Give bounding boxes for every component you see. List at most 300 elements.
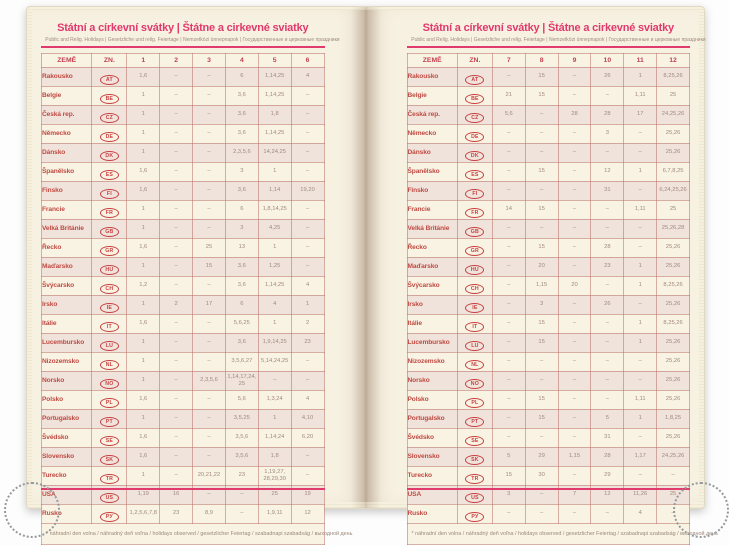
- country-code-badge: РУ: [100, 512, 119, 522]
- holiday-days-cell: –: [525, 124, 558, 143]
- holiday-days-cell: 1: [127, 466, 160, 485]
- country-name: Itálie: [407, 314, 457, 333]
- country-code-badge: HU: [465, 265, 484, 275]
- holiday-days-cell: 4: [291, 67, 324, 86]
- holiday-days-cell: –: [492, 143, 525, 162]
- country-code-badge: CZ: [465, 113, 484, 123]
- country-code-cell: [457, 86, 492, 105]
- holiday-days-cell: 5: [492, 447, 525, 466]
- country-name: Švédsko: [42, 428, 92, 447]
- holiday-days-cell: –: [558, 314, 591, 333]
- holiday-days-cell: 25,26: [657, 143, 690, 162]
- holiday-days-cell: 28: [558, 105, 591, 124]
- holiday-days-cell: –: [193, 105, 226, 124]
- page-title: Státní a církevní svátky | Štátne a cirkevné sviatky: [422, 22, 674, 34]
- holiday-days-cell: –: [525, 105, 558, 124]
- holiday-days-cell: –: [525, 371, 558, 390]
- holiday-days-cell: –: [591, 219, 624, 238]
- holiday-days-cell: –: [193, 428, 226, 447]
- holiday-days-cell: 5: [591, 409, 624, 428]
- country-name: Švýcarsko: [407, 276, 457, 295]
- holiday-days-cell: 23: [160, 504, 193, 523]
- country-code-badge: BE: [465, 94, 484, 104]
- country-code-badge: BE: [100, 94, 119, 104]
- country-code-cell: [92, 86, 127, 105]
- country-code-cell: [92, 143, 127, 162]
- holiday-days-cell: 11,26: [624, 485, 657, 504]
- page-right: [366, 10, 718, 537]
- holiday-days-cell: –: [193, 200, 226, 219]
- country-code-badge: PT: [100, 417, 119, 427]
- holiday-days-cell: 2: [291, 314, 324, 333]
- country-name: Itálie: [42, 314, 92, 333]
- country-code-badge: SK: [100, 455, 119, 465]
- holiday-days-cell: –: [492, 238, 525, 257]
- holiday-days-cell: 6: [225, 67, 258, 86]
- country-name: Německo: [42, 124, 92, 143]
- holiday-days-cell: –: [624, 238, 657, 257]
- holiday-days-cell: –: [492, 352, 525, 371]
- holiday-days-cell: 1,11: [624, 200, 657, 219]
- column-header-code: ZN.: [92, 53, 127, 67]
- country-name: Švédsko: [407, 428, 457, 447]
- holiday-days-cell: –: [193, 409, 226, 428]
- holiday-days-cell: 4: [624, 504, 657, 523]
- holiday-days-cell: 1: [624, 314, 657, 333]
- holiday-days-cell: –: [160, 124, 193, 143]
- country-code-badge: GR: [100, 246, 119, 256]
- country-code-badge: CH: [465, 284, 484, 294]
- country-code-cell: [92, 428, 127, 447]
- holiday-days-cell: –: [160, 257, 193, 276]
- holiday-days-cell: 29: [525, 447, 558, 466]
- country-code-cell: [92, 238, 127, 257]
- country-row: [42, 181, 325, 200]
- holiday-days-cell: –: [492, 162, 525, 181]
- holiday-days-cell: 3,6: [225, 124, 258, 143]
- holiday-days-cell: 1,11: [624, 390, 657, 409]
- holiday-days-cell: 19: [291, 485, 324, 504]
- holiday-days-cell: –: [558, 295, 591, 314]
- holiday-days-cell: –: [291, 352, 324, 371]
- country-code-cell: [457, 333, 492, 352]
- holiday-days-cell: –: [193, 143, 226, 162]
- country-code-badge: AT: [465, 75, 484, 85]
- country-code-badge: GB: [100, 227, 119, 237]
- holiday-days-cell: –: [193, 390, 226, 409]
- holiday-days-cell: 31: [591, 181, 624, 200]
- holiday-days-cell: 1: [624, 162, 657, 181]
- country-name: Nizozemsko: [407, 352, 457, 371]
- holiday-days-cell: 1,6: [127, 67, 160, 86]
- page-bottom-rule: [41, 488, 325, 491]
- holiday-days-cell: 8,9: [193, 504, 226, 523]
- holiday-days-cell: –: [657, 504, 690, 523]
- holiday-days-cell: –: [492, 504, 525, 523]
- country-name: Francie: [407, 200, 457, 219]
- holiday-days-cell: 1,14,25: [258, 86, 291, 105]
- holiday-days-cell: –: [193, 124, 226, 143]
- country-row: [42, 428, 325, 447]
- holiday-days-cell: 6,20: [291, 428, 324, 447]
- holiday-days-cell: 15: [525, 67, 558, 86]
- country-name: Polsko: [407, 390, 457, 409]
- country-code-cell: [92, 67, 127, 86]
- header-row: [407, 53, 690, 67]
- holiday-days-cell: 20: [525, 257, 558, 276]
- holiday-days-cell: 21: [492, 86, 525, 105]
- holiday-days-cell: 5,14,24,25: [258, 352, 291, 371]
- country-code-badge: ES: [100, 170, 119, 180]
- holiday-days-cell: –: [591, 143, 624, 162]
- country-code-cell: [457, 428, 492, 447]
- country-row: [407, 200, 690, 219]
- holiday-days-cell: 3,6: [225, 105, 258, 124]
- holiday-days-cell: 25: [657, 86, 690, 105]
- country-code-cell: [457, 219, 492, 238]
- holiday-days-cell: –: [160, 447, 193, 466]
- holiday-days-cell: 1: [624, 276, 657, 295]
- country-code-cell: [92, 181, 127, 200]
- column-header-month-2: 2: [160, 53, 193, 67]
- holiday-days-cell: –: [160, 105, 193, 124]
- country-name: Norsko: [407, 371, 457, 390]
- holiday-days-cell: –: [291, 466, 324, 485]
- holiday-days-cell: 3,6: [225, 181, 258, 200]
- holiday-days-cell: 6,24,25,26: [657, 181, 690, 200]
- country-name: Dánsko: [42, 143, 92, 162]
- holiday-days-cell: 28: [591, 238, 624, 257]
- holiday-days-cell: 30: [525, 466, 558, 485]
- holiday-days-cell: –: [193, 276, 226, 295]
- country-row: [407, 428, 690, 447]
- holiday-days-cell: –: [291, 143, 324, 162]
- holidays-table-months-1-6: [41, 53, 353, 545]
- holiday-days-cell: 2,3,5,6: [225, 143, 258, 162]
- country-name: Česká rep.: [42, 105, 92, 124]
- holiday-days-cell: 25: [657, 485, 690, 504]
- country-code-badge: NO: [100, 379, 119, 389]
- holiday-days-cell: 1: [127, 352, 160, 371]
- holiday-days-cell: –: [291, 200, 324, 219]
- holiday-days-cell: 8,25,26: [657, 314, 690, 333]
- holiday-days-cell: 1,14,25: [258, 124, 291, 143]
- holiday-days-cell: –: [160, 86, 193, 105]
- holiday-days-cell: 1: [127, 371, 160, 390]
- holiday-days-cell: –: [525, 485, 558, 504]
- holiday-days-cell: 1,2: [127, 276, 160, 295]
- country-row: [407, 276, 690, 295]
- holiday-days-cell: 1: [127, 124, 160, 143]
- country-row: [407, 181, 690, 200]
- holiday-days-cell: 1: [127, 143, 160, 162]
- holiday-days-cell: 15: [525, 238, 558, 257]
- country-code-cell: [457, 390, 492, 409]
- holiday-days-cell: –: [525, 181, 558, 200]
- country-code-badge: DE: [465, 132, 484, 142]
- country-code-badge: IT: [465, 322, 484, 332]
- country-row: [407, 162, 690, 181]
- country-code-badge: FR: [465, 208, 484, 218]
- holiday-days-cell: 1: [624, 257, 657, 276]
- holiday-days-cell: –: [558, 143, 591, 162]
- country-code-badge: AT: [100, 75, 119, 85]
- country-code-badge: NL: [465, 360, 484, 370]
- holiday-days-cell: 25,26: [657, 124, 690, 143]
- holiday-days-cell: 14,24,25: [258, 143, 291, 162]
- holiday-days-cell: –: [624, 428, 657, 447]
- holiday-days-cell: 26: [591, 67, 624, 86]
- holiday-days-cell: –: [624, 295, 657, 314]
- country-name: Španělsko: [407, 162, 457, 181]
- holiday-days-cell: 25,26: [657, 371, 690, 390]
- holiday-days-cell: 5,6,25: [225, 314, 258, 333]
- country-row: [42, 105, 325, 124]
- holiday-days-cell: 17: [193, 295, 226, 314]
- holiday-days-cell: 1,9,11: [258, 504, 291, 523]
- holiday-days-cell: 3,5,6: [225, 428, 258, 447]
- holiday-days-cell: –: [525, 219, 558, 238]
- holiday-days-cell: 4,10: [291, 409, 324, 428]
- country-name: Lucembursko: [407, 333, 457, 352]
- country-row: [407, 219, 690, 238]
- country-name: Portugalsko: [407, 409, 457, 428]
- header-row: [42, 53, 325, 67]
- holiday-days-cell: 5,6: [225, 390, 258, 409]
- country-code-cell: [457, 409, 492, 428]
- holiday-days-cell: –: [160, 276, 193, 295]
- holiday-days-cell: 19,20: [291, 181, 324, 200]
- holiday-days-cell: 1,8,14,25: [258, 200, 291, 219]
- holiday-days-cell: 24,25,26: [657, 105, 690, 124]
- country-code-cell: [457, 238, 492, 257]
- country-code-cell: [92, 124, 127, 143]
- country-code-cell: [457, 352, 492, 371]
- country-code-badge: TR: [100, 474, 119, 484]
- country-name: Portugalsko: [42, 409, 92, 428]
- country-row: [42, 333, 325, 352]
- country-code-badge: DK: [465, 151, 484, 161]
- holiday-days-cell: 1: [258, 314, 291, 333]
- holiday-days-cell: –: [558, 390, 591, 409]
- holiday-days-cell: 3,5,25: [225, 409, 258, 428]
- holiday-days-cell: –: [624, 371, 657, 390]
- holidays-table-months-7-12: [407, 53, 718, 545]
- column-header-month-4: 4: [225, 53, 258, 67]
- country-code-badge: CZ: [100, 113, 119, 123]
- holiday-days-cell: 1: [127, 200, 160, 219]
- column-header-month-8: 8: [525, 53, 558, 67]
- country-name: Polsko: [42, 390, 92, 409]
- holiday-days-cell: 6: [225, 295, 258, 314]
- footnote: * náhradní den volna / náhradný deň voľna / holidays observed / gesetzlicher Feiertag / szabadnapi szabadság / выходной день: [407, 523, 690, 544]
- country-name: Turecko: [42, 466, 92, 485]
- holiday-days-cell: –: [225, 504, 258, 523]
- holiday-days-cell: 20: [558, 276, 591, 295]
- holiday-days-cell: 3,5,6: [225, 447, 258, 466]
- holiday-days-cell: 26: [591, 295, 624, 314]
- country-row: [407, 466, 690, 485]
- country-code-cell: [92, 390, 127, 409]
- holiday-days-cell: 1,8,25: [657, 409, 690, 428]
- holiday-days-cell: 28: [591, 105, 624, 124]
- country-code-badge: SK: [465, 455, 484, 465]
- country-code-cell: [457, 162, 492, 181]
- holiday-days-cell: 12: [591, 485, 624, 504]
- holiday-days-cell: –: [657, 466, 690, 485]
- country-code-badge: IT: [100, 322, 119, 332]
- country-name: Švýcarsko: [42, 276, 92, 295]
- holiday-days-cell: 15: [525, 200, 558, 219]
- holiday-days-cell: –: [193, 162, 226, 181]
- holiday-days-cell: –: [558, 238, 591, 257]
- column-header-code: ZN.: [457, 53, 492, 67]
- holiday-days-cell: –: [492, 67, 525, 86]
- country-code-cell: [92, 105, 127, 124]
- country-code-cell: [457, 295, 492, 314]
- holiday-days-cell: –: [558, 352, 591, 371]
- country-code-badge: TR: [465, 474, 484, 484]
- footnote-row: [407, 523, 690, 544]
- holiday-days-cell: –: [160, 200, 193, 219]
- holiday-days-cell: 25,26: [657, 428, 690, 447]
- holiday-days-cell: –: [525, 504, 558, 523]
- country-code-badge: SE: [100, 436, 119, 446]
- holiday-days-cell: 17: [624, 105, 657, 124]
- holiday-days-cell: 25,26: [657, 238, 690, 257]
- holiday-days-cell: –: [624, 466, 657, 485]
- holiday-days-cell: –: [558, 162, 591, 181]
- holiday-days-cell: 1,3,24: [258, 390, 291, 409]
- country-name: Česká rep.: [407, 105, 457, 124]
- page-bottom-rule: [407, 488, 691, 491]
- holiday-days-cell: 4: [291, 390, 324, 409]
- holiday-days-cell: 12: [591, 162, 624, 181]
- country-code-badge: FR: [100, 208, 119, 218]
- country-name: Maďarsko: [407, 257, 457, 276]
- holiday-days-cell: –: [591, 333, 624, 352]
- holiday-days-cell: 1: [258, 238, 291, 257]
- column-header-month-6: 6: [291, 53, 324, 67]
- holiday-days-cell: –: [492, 276, 525, 295]
- holiday-days-cell: 15: [492, 466, 525, 485]
- country-row: [42, 276, 325, 295]
- country-name: Rusko: [407, 504, 457, 523]
- holiday-days-cell: 25,26,28: [657, 219, 690, 238]
- holiday-days-cell: 1: [127, 86, 160, 105]
- holiday-days-cell: –: [492, 371, 525, 390]
- holiday-days-cell: –: [558, 200, 591, 219]
- holiday-days-cell: –: [591, 390, 624, 409]
- column-header-month-5: 5: [258, 53, 291, 67]
- holiday-days-cell: 23: [591, 257, 624, 276]
- holiday-days-cell: 1: [258, 162, 291, 181]
- country-row: [42, 295, 325, 314]
- holiday-days-cell: 31: [591, 428, 624, 447]
- country-code-badge: US: [100, 493, 119, 503]
- holiday-days-cell: –: [492, 181, 525, 200]
- holiday-days-cell: 1: [258, 409, 291, 428]
- holiday-days-cell: –: [160, 219, 193, 238]
- holiday-days-cell: 8,25,26: [657, 67, 690, 86]
- holiday-days-cell: –: [492, 124, 525, 143]
- holiday-days-cell: –: [225, 485, 258, 504]
- holiday-days-cell: 1,11: [624, 86, 657, 105]
- holiday-days-cell: –: [193, 447, 226, 466]
- country-row: [42, 257, 325, 276]
- holiday-days-cell: –: [558, 181, 591, 200]
- country-code-badge: PL: [100, 398, 119, 408]
- holiday-days-cell: –: [160, 390, 193, 409]
- country-row: [42, 504, 325, 523]
- country-row: [407, 143, 690, 162]
- country-row: [407, 390, 690, 409]
- holiday-days-cell: 25,26: [657, 295, 690, 314]
- holiday-days-cell: –: [193, 485, 226, 504]
- holiday-days-cell: 1,6: [127, 390, 160, 409]
- holiday-days-cell: 3,6: [225, 333, 258, 352]
- holiday-days-cell: 25,26: [657, 257, 690, 276]
- country-row: [42, 124, 325, 143]
- holiday-days-cell: –: [160, 466, 193, 485]
- holiday-days-cell: –: [492, 409, 525, 428]
- holiday-days-cell: 1,14,25: [258, 276, 291, 295]
- country-row: [42, 162, 325, 181]
- page-subtitle: Public and Relig. Holidays | Gesetzliche und relig. Feiertage | Nemzetközi ünnepnapok | Государственные и церковные праздники: [45, 36, 340, 43]
- country-name: USA: [42, 485, 92, 504]
- holiday-days-cell: 23: [291, 333, 324, 352]
- holiday-days-cell: –: [160, 238, 193, 257]
- holiday-days-cell: 15: [525, 333, 558, 352]
- holiday-days-cell: 1,19: [127, 485, 160, 504]
- page-left: [32, 10, 366, 537]
- holiday-days-cell: 1: [127, 409, 160, 428]
- holiday-days-cell: 3: [525, 295, 558, 314]
- holiday-days-cell: –: [193, 86, 226, 105]
- holiday-days-cell: –: [558, 466, 591, 485]
- holiday-days-cell: –: [160, 428, 193, 447]
- holiday-days-cell: –: [291, 86, 324, 105]
- country-code-cell: [457, 447, 492, 466]
- holiday-days-cell: 2,3,5,6: [193, 371, 226, 390]
- holiday-days-cell: 1,14: [258, 181, 291, 200]
- holiday-days-cell: 3: [225, 162, 258, 181]
- country-name: Irsko: [42, 295, 92, 314]
- holiday-days-cell: –: [291, 371, 324, 390]
- country-row: [407, 447, 690, 466]
- country-name: Rusko: [42, 504, 92, 523]
- holiday-days-cell: –: [558, 257, 591, 276]
- column-header-country: ZEMĚ: [42, 53, 92, 67]
- holiday-days-cell: 3,6: [225, 276, 258, 295]
- holiday-days-cell: 1,15: [558, 447, 591, 466]
- country-name: Finsko: [407, 181, 457, 200]
- column-header-month-1: 1: [127, 53, 160, 67]
- holiday-days-cell: 25: [193, 238, 226, 257]
- holiday-days-cell: –: [591, 371, 624, 390]
- country-code-badge: IE: [465, 303, 484, 313]
- country-code-badge: PT: [465, 417, 484, 427]
- holiday-days-cell: –: [291, 238, 324, 257]
- title-underline-rule: [41, 46, 325, 48]
- column-header-month-7: 7: [492, 53, 525, 67]
- holiday-days-cell: 1,17: [624, 447, 657, 466]
- country-code-badge: ES: [465, 170, 484, 180]
- country-code-cell: [457, 314, 492, 333]
- holiday-days-cell: –: [160, 352, 193, 371]
- country-code-badge: US: [465, 493, 484, 503]
- country-code-badge: РУ: [465, 512, 484, 522]
